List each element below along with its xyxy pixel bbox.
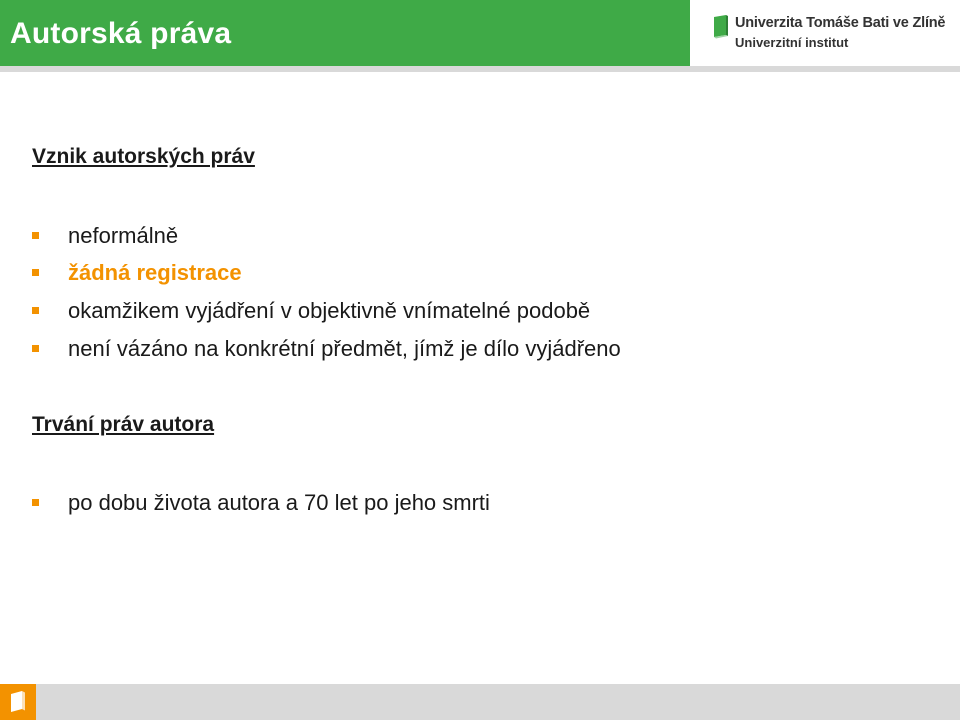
list-item-text: není vázáno na konkrétní předmět, jímž je dílo vyjádřeno (68, 336, 621, 361)
bullet-icon (32, 345, 39, 352)
bullet-icon (32, 499, 39, 506)
bullet-icon (32, 269, 39, 276)
section-heading-origin: Vznik autorských práv (32, 145, 255, 168)
slide-title: Autorská práva (10, 17, 232, 50)
university-logo (690, 0, 960, 67)
university-name: Univerzita Tomáše Bati ve Zlíně (735, 15, 946, 31)
book-icon (712, 15, 730, 39)
footer-logo (0, 684, 36, 720)
book-icon (8, 690, 28, 714)
bullet-icon (32, 307, 39, 314)
list-item-text: neformálně (68, 223, 179, 248)
list-item-text: po dobu života autora a 70 let po jeho smrti (68, 490, 490, 515)
footer-bar (0, 684, 960, 720)
header-bar (0, 0, 690, 66)
list-item-text: okamžikem vyjádření v objektivně vnímatelné podobě (68, 298, 591, 323)
section-heading-duration: Trvání práv autora (32, 413, 215, 436)
list-item-text-highlight: žádná registrace (68, 260, 242, 285)
institute-name: Univerzitní institut (735, 35, 849, 50)
bullet-icon (32, 232, 39, 239)
header-divider (0, 66, 960, 72)
